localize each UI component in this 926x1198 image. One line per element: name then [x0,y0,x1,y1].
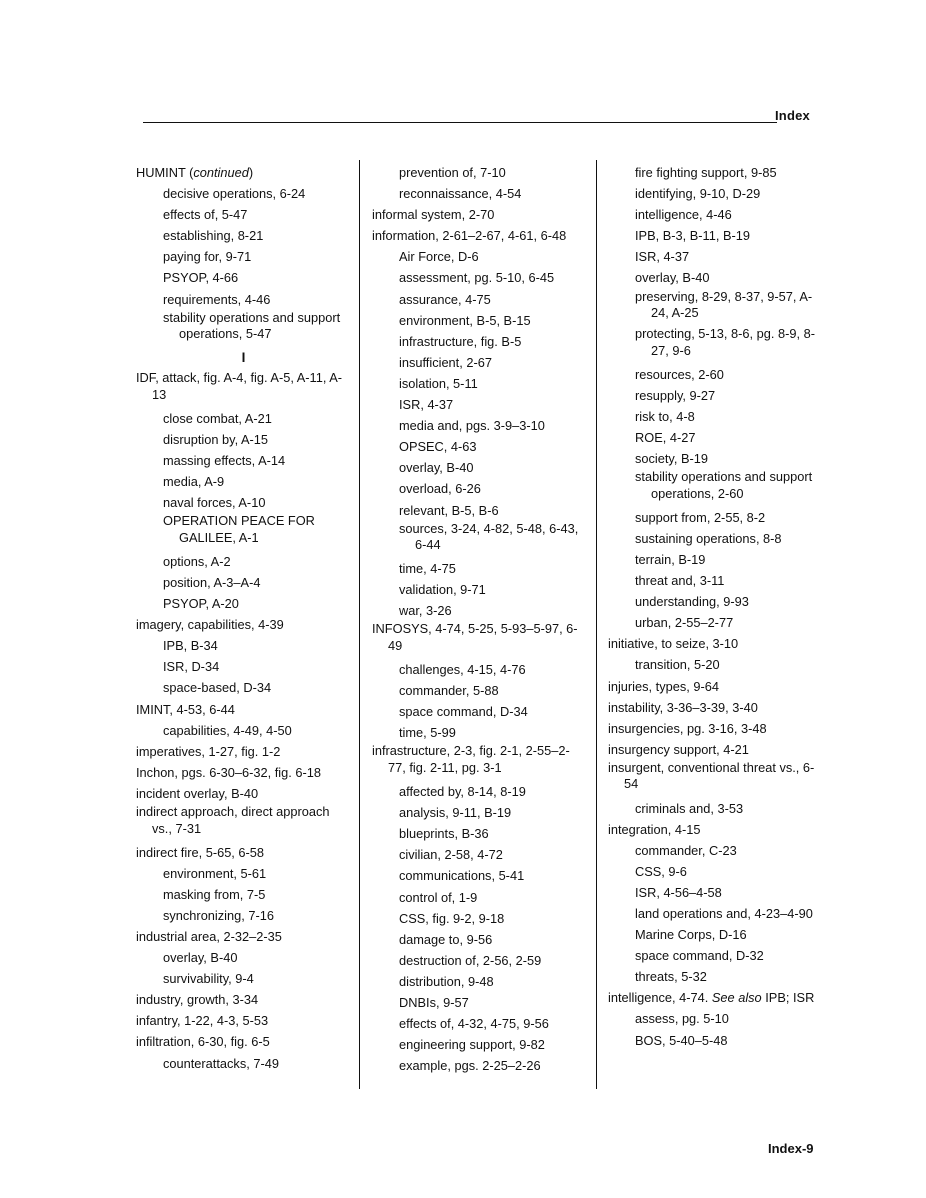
index-subentry: Marine Corps, D-16 [635,927,747,943]
index-subentry: preserving, 8-29, 8-37, 9-57, A-24, A-25 [635,288,813,321]
index-subentry: ROE, 4-27 [635,430,696,446]
index-subentry: blueprints, B-36 [399,826,489,842]
index-subentry: effects of, 4-32, 4-75, 9-56 [399,1016,549,1032]
index-subentry: counterattacks, 7-49 [163,1055,279,1071]
index-subentry: infrastructure, fig. B-5 [399,333,522,349]
index-entry: infantry, 1-22, 4-3, 5-53 [136,1013,269,1029]
index-entry: incident overlay, B-40 [136,785,259,801]
header-rule [143,122,777,123]
see-also-reference: See also [711,990,762,1006]
index-subentry: intelligence, 4-46 [635,207,732,223]
index-subentry: environment, 5-61 [163,865,267,881]
index-subentry: CSS, 9-6 [635,863,687,879]
index-entry: infrastructure, 2-3, fig. 2-1, 2-55–2-77, fig. 2-11, pg. 3-1 [372,743,570,775]
index-subentry: stability operations and support operations, 2-60 [635,469,813,501]
entry-term: intelligence, 4-74. [608,990,712,1006]
index-entry: IMINT, 4-53, 6-44 [136,701,235,717]
index-subentry: space-based, D-34 [163,680,272,696]
index-subentry: PSYOP, 4-66 [163,270,239,286]
index-entry: indirect fire, 5-65, 6-58 [136,844,265,860]
index-subentry: disruption by, A-15 [163,431,269,447]
see-also-targets: IPB; ISR [761,990,815,1006]
index-entry: imagery, capabilities, 4-39 [136,617,284,633]
index-subentry: establishing, 8-21 [163,228,264,244]
index-subentry: engineering support, 9-82 [399,1037,545,1053]
index-subentry: resources, 2-60 [635,366,724,382]
index-subentry: isolation, 5-11 [399,375,478,391]
index-entry: indirect approach, direct approach vs., 7-31 [136,804,330,836]
index-entry: informal system, 2-70 [372,207,495,223]
index-subentry: society, B-19 [635,451,709,467]
continued-note: continued [193,165,249,180]
index-subentry: time, 5-99 [399,725,456,741]
index-subentry: space command, D-32 [635,948,764,964]
index-subentry: effects of, 5-47 [163,207,248,223]
index-subentry: criminals and, 3-53 [635,800,744,816]
index-subentry: CSS, fig. 9-2, 9-18 [399,910,505,926]
index-subentry: PSYOP, A-20 [163,596,239,612]
index-subentry: relevant, B-5, B-6 [399,502,499,518]
index-subentry: position, A-3–A-4 [163,575,261,590]
index-subentry: understanding, 9-93 [635,594,749,610]
index-entry: industry, growth, 3-34 [136,992,259,1008]
index-column-2 [372,162,587,1076]
index-subentry: protecting, 5-13, 8-6, pg. 8-9, 8-27, 9-6 [635,326,815,358]
running-header: Index [775,108,810,123]
index-subentry: space command, D-34 [399,704,528,720]
index-subentry: masking from, 7-5 [163,886,266,902]
index-entry: insurgent, conventional threat vs., 6-54 [608,759,815,792]
index-letter-heading: I [241,350,246,366]
index-subentry: sustaining operations, 8-8 [635,530,782,546]
index-subentry: DNBIs, 9-57 [399,994,469,1010]
index-subentry: commander, C-23 [635,842,737,858]
index-subentry: control of, 1-9 [399,889,478,905]
index-subentry: communications, 5-41 [399,868,525,884]
index-column-1 [136,162,351,1074]
index-entry [608,987,823,1008]
index-subentry: overlay, B-40 [635,270,710,286]
index-subentry: land operations and, 4-23–4-90 [635,906,813,921]
index-entry: infiltration, 6-30, fig. 6-5 [136,1034,270,1050]
index-subentry: ISR, 4-37 [635,249,690,265]
index-subentry: prevention of, 7-10 [399,165,506,180]
index-subentry: media, A-9 [163,474,225,490]
column-divider [359,160,360,1089]
index-subentry: fire fighting support, 9-85 [635,165,777,180]
index-entry: HUMINT (continued) [136,165,254,180]
index-subentry: survivability, 9-4 [163,971,254,987]
entry-term: HUMINT [136,165,190,180]
index-subentry: resupply, 9-27 [635,387,716,403]
index-subentry: time, 4-75 [399,561,456,577]
index-subentry: sources, 3-24, 4-82, 5-48, 6-43, 6-44 [399,520,579,553]
index-entry: initiative, to seize, 3-10 [608,636,739,652]
index-subentry: support from, 2-55, 8-2 [635,509,766,525]
index-subentry: transition, 5-20 [635,657,720,673]
index-subentry: requirements, 4-46 [163,291,271,307]
index-subentry: reconnaissance, 4-54 [399,186,522,202]
index-subentry: media and, pgs. 3-9–3-10 [399,418,545,434]
page-number: Index-9 [768,1141,814,1156]
index-column-3 [608,162,823,1051]
index-entry: IDF, attack, fig. A-4, fig. A-5, A-11, A-13 [136,370,343,402]
index-subentry: OPSEC, 4-63 [399,439,477,455]
index-subentry: close combat, A-21 [163,410,272,426]
index-subentry: OPERATION PEACE FOR GALILEE, A-1 [163,513,315,545]
index-subentry: options, A-2 [163,553,231,569]
index-subentry: massing effects, A-14 [163,453,286,469]
index-subentry: destruction of, 2-56, 2-59 [399,952,542,968]
index-subentry: Air Force, D-6 [399,249,479,265]
index-subentry: risk to, 4-8 [635,408,695,424]
index-entry: injuries, types, 9-64 [608,678,719,694]
index-subentry: war, 3-26 [399,603,452,619]
index-subentry: example, pgs. 2-25–2-26 [399,1058,541,1074]
index-subentry: analysis, 9-11, B-19 [399,805,512,821]
index-subentry: challenges, 4-15, 4-76 [399,662,526,678]
index-subentry: IPB, B-3, B-11, B-19 [635,228,750,244]
index-entry: integration, 4-15 [608,821,701,837]
index-subentry: urban, 2-55–2-77 [635,615,734,631]
index-entry: imperatives, 1-27, fig. 1-2 [136,743,281,759]
index-entry: insurgency support, 4-21 [608,741,749,757]
index-subentry: ISR, D-34 [163,659,220,675]
index-subentry: distribution, 9-48 [399,973,494,989]
index-subentry: decisive operations, 6-24 [163,186,306,202]
index-subentry: threat and, 3-11 [635,573,725,589]
column-divider [596,160,597,1089]
index-subentry: civilian, 2-58, 4-72 [399,847,503,863]
index-subentry: BOS, 5-40–5-48 [635,1032,728,1048]
index-subentry: paying for, 9-71 [163,249,252,265]
index-subentry: threats, 5-32 [635,969,707,985]
index-entry: industrial area, 2-32–2-35 [136,929,282,944]
index-subentry: naval forces, A-10 [163,495,266,511]
index-entry: insurgencies, pg. 3-16, 3-48 [608,720,767,736]
index-subentry: overload, 6-26 [399,481,481,497]
index-subentry: identifying, 9-10, D-29 [635,186,761,202]
index-subentry: overlay, B-40 [399,460,474,476]
index-subentry: validation, 9-71 [399,582,486,598]
index-subentry: commander, 5-88 [399,683,499,699]
index-subentry: assessment, pg. 5-10, 6-45 [399,270,555,286]
index-subentry: ISR, 4-56–4-58 [635,884,722,900]
index-entry: INFOSYS, 4-74, 5-25, 5-93–5-97, 6-49 [372,621,578,653]
index-subentry: capabilities, 4-49, 4-50 [163,722,292,738]
index-subentry: assess, pg. 5-10 [635,1011,729,1027]
index-subentry: synchronizing, 7-16 [163,907,274,923]
index-subentry: environment, B-5, B-15 [399,312,531,328]
index-subentry: IPB, B-34 [163,638,218,654]
index-subentry: assurance, 4-75 [399,291,491,307]
index-subentry: damage to, 9-56 [399,931,493,947]
index-subentry: affected by, 8-14, 8-19 [399,784,526,800]
index-subentry: stability operations and support operations, 5-47 [163,309,341,342]
index-entry: Inchon, pgs. 6-30–6-32, fig. 6-18 [136,764,321,780]
index-subentry: terrain, B-19 [635,552,706,567]
index-subentry: overlay, B-40 [163,950,238,966]
index-subentry: ISR, 4-37 [399,397,454,413]
index-subentry: insufficient, 2-67 [399,354,492,370]
index-entry: instability, 3-36–3-39, 3-40 [608,699,758,715]
index-entry: information, 2-61–2-67, 4-61, 6-48 [372,228,567,244]
